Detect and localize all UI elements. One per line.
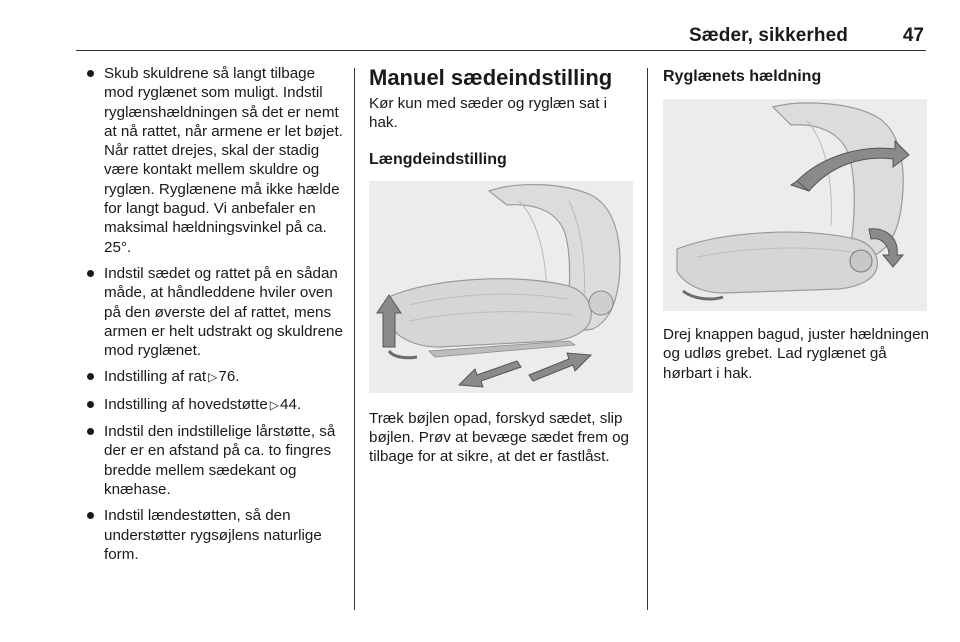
section-heading: Ryglænets hældning xyxy=(663,68,822,85)
reference-arrow-icon: ▷ xyxy=(269,397,280,412)
list-item-ref-hovedstotte: Indstilling af hovedstøtte ▷44. xyxy=(80,395,348,415)
seat-length-adjust-illustration xyxy=(369,181,633,393)
bullet-icon xyxy=(87,270,94,277)
header-rule xyxy=(76,50,926,51)
backrest-recline-illustration xyxy=(663,99,927,311)
list-item: Indstil sædet og rattet på en sådan måde, at håndleddene hviler oven på den øverste del af rattet, mens armen er helt udstrakt og skuldrene mod ryglænet. xyxy=(80,264,348,360)
reference-arrow-icon: ▷ xyxy=(208,370,218,385)
page-reference-link[interactable]: 44. xyxy=(280,395,302,413)
list-item: Skub skuldrene så langt tilbage mod ryglænet som muligt. Indstil ryglænshældningen så det er nemt at nå rattet, når armene er let bøjet. Når rattet drejes, skal der stadig være kontakt mellem skuldre og ryglæn. Ryglænene må ikke hælde for langt bagud. Vi anbefaler en maksimal hældningsvinkel på ca. 25°. xyxy=(80,64,348,257)
bullet-icon xyxy=(87,428,94,435)
column-divider-left xyxy=(354,68,355,610)
page-number: 47 xyxy=(902,25,924,46)
list-item: Indstil lændestøtten, så den understøtter rygsøjlens naturlige form. xyxy=(80,506,348,564)
column-3 xyxy=(663,64,929,383)
bullet-icon xyxy=(87,401,94,408)
intro-text: Kør kun med sæder og ryglæn sat i hak. xyxy=(369,95,608,132)
page-reference-link[interactable]: 76. xyxy=(218,368,240,386)
column-1 xyxy=(80,64,348,571)
subsection-heading: Længdeindstilling xyxy=(369,150,507,168)
bullet-icon xyxy=(87,373,94,380)
column-divider-right xyxy=(647,68,648,610)
figure-caption: Træk bøjlen opad, forskyd sædet, slip bøjlen. Prøv at bevæge sædet frem og tilbage for at sikre, at det er fastlåst. xyxy=(369,409,629,466)
section-heading: Manuel sædeindstilling xyxy=(369,65,613,90)
column-2 xyxy=(369,64,635,466)
figure-caption: Drej knappen bagud, juster hældningen og udløs grebet. Lad ryglænet gå hørbart i hak. xyxy=(663,326,929,382)
instruction-list xyxy=(80,64,348,564)
bullet-icon xyxy=(87,70,94,77)
page-header xyxy=(0,0,960,52)
list-item-ref-rat: Indstilling af rat ▷76. xyxy=(80,367,348,387)
section-title: Sæder, sikkerhed xyxy=(689,25,848,46)
list-item: Indstil den indstillelige lårstøtte, så der er en afstand på ca. to fingres bredde mellem sædekant og knæhase. xyxy=(80,422,348,499)
bullet-icon xyxy=(87,512,94,519)
